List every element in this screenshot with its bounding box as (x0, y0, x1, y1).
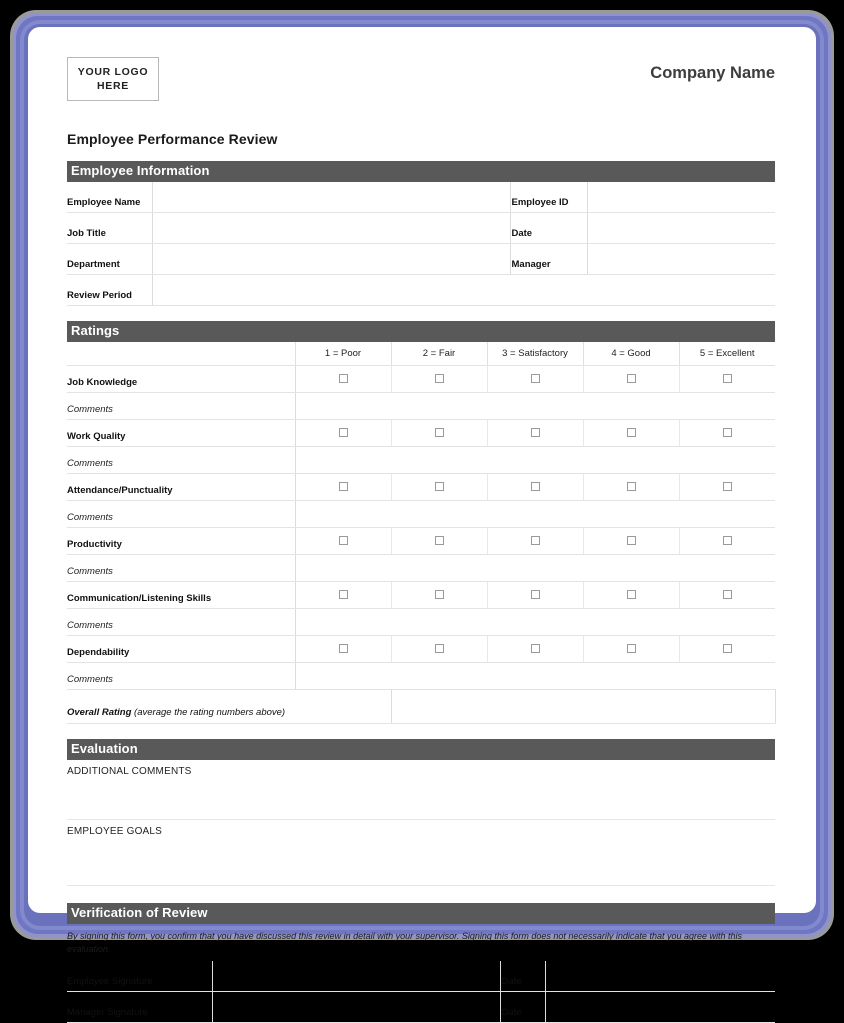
field-manager-signature[interactable] (212, 992, 500, 1023)
checkbox-icon[interactable] (723, 428, 732, 437)
checkbox-icon[interactable] (627, 536, 636, 545)
field-employee-name[interactable] (152, 182, 510, 213)
scale-header-1: 1 = Poor (295, 342, 391, 366)
table-row (67, 992, 775, 1023)
rating-cell[interactable] (295, 420, 391, 447)
label-employee-name: Employee Name (67, 182, 152, 213)
field-review-period[interactable] (152, 275, 775, 306)
checkbox-icon[interactable] (723, 590, 732, 599)
criterion-label: Work Quality (67, 420, 295, 447)
rating-cell[interactable] (487, 474, 583, 501)
field-job-title[interactable] (152, 213, 510, 244)
rating-cell[interactable] (295, 582, 391, 609)
document-header (67, 55, 775, 113)
checkbox-icon[interactable] (531, 428, 540, 437)
checkbox-icon[interactable] (531, 482, 540, 491)
checkbox-icon[interactable] (627, 644, 636, 653)
field-date[interactable] (587, 213, 775, 244)
scale-header-3: 3 = Satisfactory (487, 342, 583, 366)
comments-field[interactable] (295, 501, 775, 528)
label-manager-signature-date: Date (500, 992, 545, 1023)
checkbox-icon[interactable] (435, 482, 444, 491)
comments-row (67, 501, 775, 528)
signature-table (67, 961, 775, 1023)
table-row (67, 213, 775, 244)
rating-row-dependability (67, 636, 775, 663)
comments-label: Comments (67, 555, 295, 582)
rating-cell[interactable] (679, 474, 775, 501)
overall-rating-title: Overall Rating (67, 707, 132, 718)
rating-cell[interactable] (295, 528, 391, 555)
rating-cell[interactable] (679, 636, 775, 663)
checkbox-icon[interactable] (339, 428, 348, 437)
checkbox-icon[interactable] (435, 590, 444, 599)
scale-header-5: 5 = Excellent (679, 342, 775, 366)
page-title: Employee Performance Review (67, 131, 278, 147)
ratings-scale-header-row (67, 342, 775, 366)
rating-cell[interactable] (487, 528, 583, 555)
checkbox-icon[interactable] (435, 374, 444, 383)
checkbox-icon[interactable] (627, 482, 636, 491)
comments-field[interactable] (295, 447, 775, 474)
checkbox-icon[interactable] (435, 428, 444, 437)
field-manager-signature-date[interactable] (545, 992, 775, 1023)
rating-cell[interactable] (583, 420, 679, 447)
checkbox-icon[interactable] (723, 374, 732, 383)
document-page (28, 27, 816, 1018)
criterion-label: Job Knowledge (67, 366, 295, 393)
table-row (67, 182, 775, 213)
label-employee-signature: Employee Signature (67, 961, 212, 992)
field-department[interactable] (152, 244, 510, 275)
checkbox-icon[interactable] (531, 590, 540, 599)
rating-row-work-quality (67, 420, 775, 447)
checkbox-icon[interactable] (435, 644, 444, 653)
rating-cell[interactable] (487, 636, 583, 663)
employee-information-table (67, 182, 775, 306)
checkbox-icon[interactable] (339, 482, 348, 491)
rating-row-attendance-punctuality (67, 474, 775, 501)
label-employee-signature-date: Date (500, 961, 545, 992)
rating-cell[interactable] (391, 636, 487, 663)
rating-cell[interactable] (679, 420, 775, 447)
label-additional-comments: ADDITIONAL COMMENTS (67, 766, 192, 777)
checkbox-icon[interactable] (723, 536, 732, 545)
table-row (67, 961, 775, 992)
checkbox-icon[interactable] (339, 644, 348, 653)
label-manager-signature: Manager Signature (67, 992, 212, 1023)
overall-rating-label (67, 690, 391, 724)
section-header-employee-information: Employee Information (67, 161, 775, 182)
label-department: Department (67, 244, 152, 275)
ratings-blank-corner (67, 342, 295, 366)
field-employee-goals[interactable] (67, 837, 775, 886)
comments-label: Comments (67, 501, 295, 528)
logo-placeholder[interactable] (67, 57, 159, 101)
label-date: Date (510, 213, 587, 244)
comments-row (67, 609, 775, 636)
section-header-evaluation: Evaluation (67, 739, 775, 760)
rating-cell[interactable] (583, 474, 679, 501)
section-header-verification-of-review: Verification of Review (67, 903, 775, 924)
criterion-label: Communication/Listening Skills (67, 582, 295, 609)
table-row (67, 244, 775, 275)
label-review-period: Review Period (67, 275, 152, 306)
form-sheet (67, 55, 775, 1023)
logo-line-1: YOUR LOGO (77, 66, 149, 78)
scale-header-4: 4 = Good (583, 342, 679, 366)
comments-row (67, 555, 775, 582)
criterion-label: Dependability (67, 636, 295, 663)
scale-header-2: 2 = Fair (391, 342, 487, 366)
field-additional-comments[interactable] (67, 777, 775, 820)
field-manager[interactable] (587, 244, 775, 275)
rating-cell[interactable] (583, 528, 679, 555)
rating-row-productivity (67, 528, 775, 555)
checkbox-icon[interactable] (627, 428, 636, 437)
company-name: Company Name (650, 64, 775, 82)
rating-cell[interactable] (295, 366, 391, 393)
comments-field[interactable] (295, 663, 775, 690)
comments-row (67, 393, 775, 420)
label-manager: Manager (510, 244, 587, 275)
rating-cell[interactable] (391, 366, 487, 393)
field-employee-signature-date[interactable] (545, 961, 775, 992)
ratings-table (67, 342, 776, 724)
rating-row-job-knowledge (67, 366, 775, 393)
label-employee-id: Employee ID (510, 182, 587, 213)
field-employee-signature[interactable] (212, 961, 500, 992)
rating-cell[interactable] (583, 636, 679, 663)
rating-cell[interactable] (391, 582, 487, 609)
comments-label: Comments (67, 609, 295, 636)
comments-label: Comments (67, 393, 295, 420)
overall-rating-field[interactable] (391, 690, 775, 724)
rating-cell[interactable] (295, 474, 391, 501)
checkbox-icon[interactable] (339, 590, 348, 599)
comments-field[interactable] (295, 609, 775, 636)
comments-field[interactable] (295, 393, 775, 420)
rating-cell[interactable] (583, 366, 679, 393)
verification-note: By signing this form, you confirm that you have discussed this review in detail with your supervisor. Signing this form does not necessarily indicate that you agree with this evaluation. (67, 931, 742, 954)
field-employee-id[interactable] (587, 182, 775, 213)
checkbox-icon[interactable] (627, 590, 636, 599)
rating-cell[interactable] (295, 636, 391, 663)
criterion-label: Productivity (67, 528, 295, 555)
comments-label: Comments (67, 663, 295, 690)
rating-cell[interactable] (487, 420, 583, 447)
label-employee-goals: EMPLOYEE GOALS (67, 826, 163, 837)
overall-rating-note: (average the rating numbers above) (131, 707, 286, 718)
checkbox-icon[interactable] (723, 482, 732, 491)
checkbox-icon[interactable] (627, 374, 636, 383)
checkbox-icon[interactable] (531, 644, 540, 653)
rating-cell[interactable] (583, 582, 679, 609)
rating-row-communication-listening-skills (67, 582, 775, 609)
checkbox-icon[interactable] (339, 374, 348, 383)
checkbox-icon[interactable] (531, 374, 540, 383)
rating-cell[interactable] (679, 582, 775, 609)
checkbox-icon[interactable] (723, 644, 732, 653)
comments-row (67, 447, 775, 474)
comments-field[interactable] (295, 555, 775, 582)
rating-cell[interactable] (391, 474, 487, 501)
rating-cell[interactable] (487, 582, 583, 609)
checkbox-icon[interactable] (339, 536, 348, 545)
rating-cell[interactable] (391, 420, 487, 447)
rating-cell[interactable] (679, 366, 775, 393)
section-header-ratings: Ratings (67, 321, 775, 342)
comments-label: Comments (67, 447, 295, 474)
criterion-label: Attendance/Punctuality (67, 474, 295, 501)
label-job-title: Job Title (67, 213, 152, 244)
table-row (67, 275, 775, 306)
rating-cell[interactable] (679, 528, 775, 555)
comments-row (67, 663, 775, 690)
logo-line-2: HERE (97, 80, 129, 92)
rating-cell[interactable] (391, 528, 487, 555)
overall-rating-row (67, 690, 775, 724)
checkbox-icon[interactable] (435, 536, 444, 545)
rating-cell[interactable] (487, 366, 583, 393)
checkbox-icon[interactable] (531, 536, 540, 545)
